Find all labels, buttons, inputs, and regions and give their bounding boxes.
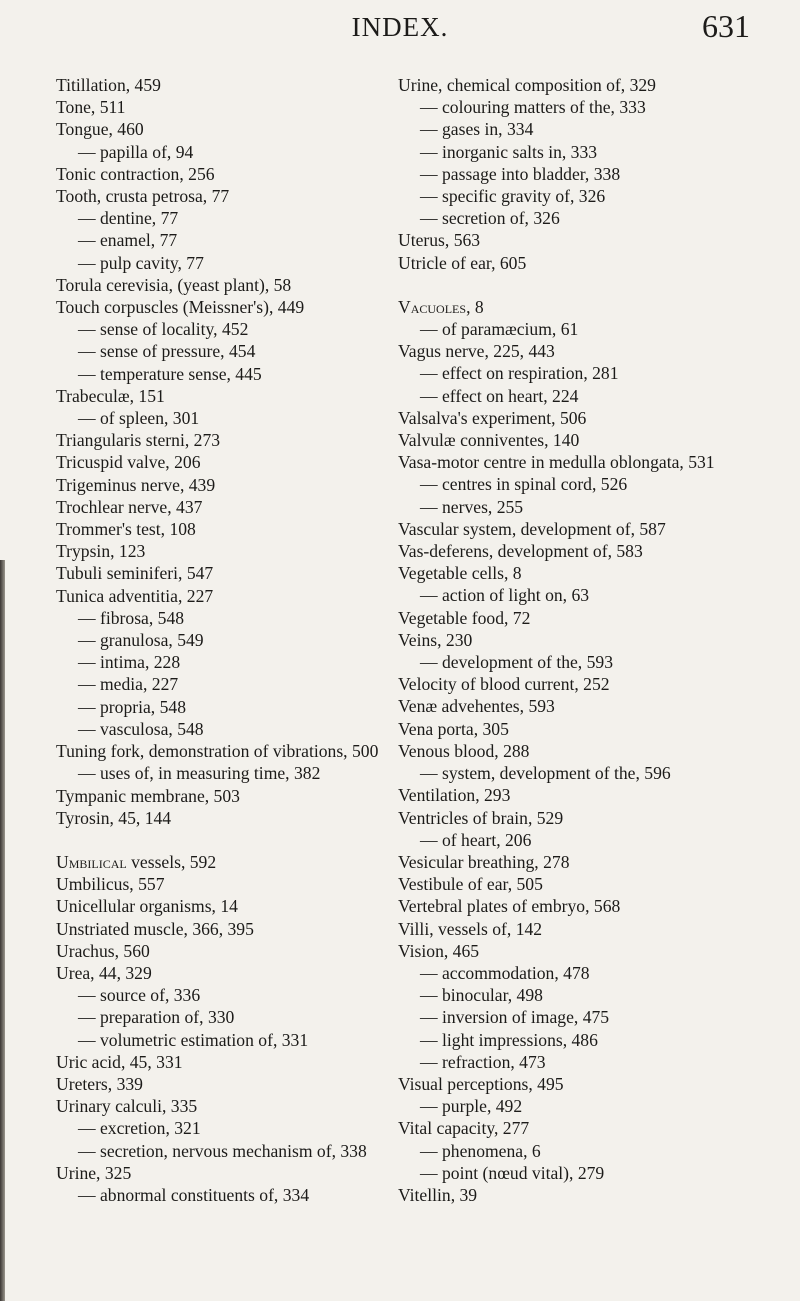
index-subentry: — effect on heart, 224	[420, 385, 579, 406]
index-entry: Trigeminus nerve, 439	[56, 474, 216, 495]
index-subentry: — media, 227	[78, 674, 179, 695]
index-subentry: — vasculosa, 548	[78, 718, 204, 739]
index-subentry: — accommodation, 478	[420, 962, 590, 983]
index-entry: Tunica adventitia, 227	[56, 585, 214, 606]
index-entry: Vestibule of ear, 505	[398, 874, 543, 895]
index-subentry: — sense of locality, 452	[78, 319, 249, 340]
index-subentry: — secretion of, 326	[420, 208, 560, 229]
index-subentry: — sense of pressure, 454	[78, 341, 256, 362]
index-entry: Ventricles of brain, 529	[398, 807, 564, 828]
index-entry: Umbilicus, 557	[56, 874, 165, 895]
index-subentry: — of paramæcium, 61	[420, 319, 579, 340]
index-entry: Tricuspid valve, 206	[56, 452, 201, 473]
index-entry: Tympanic membrane, 503	[56, 785, 240, 806]
index-entry: Trypsin, 123	[56, 541, 146, 562]
index-subentry: — volumetric estimation of, 331	[78, 1029, 309, 1050]
index-subentry: — excretion, 321	[78, 1118, 201, 1139]
index-subentry: — secretion, nervous mechanism of, 338	[78, 1140, 367, 1161]
index-subentry: — centres in spinal cord, 526	[420, 474, 628, 495]
index-subentry: — fibrosa, 548	[78, 607, 185, 628]
index-entry: Valsalva's experiment, 506	[398, 407, 587, 428]
index-entry: Venæ advehentes, 593	[398, 696, 555, 717]
index-entry: Tone, 511	[56, 97, 126, 118]
index-subentry: — inversion of image, 475	[420, 1007, 610, 1028]
index-subentry: — propria, 548	[78, 696, 186, 717]
index-entry: Urinary calculi, 335	[56, 1096, 198, 1117]
index-subentry: — dentine, 77	[78, 208, 179, 229]
index-entry: Umbilical vessels, 592	[56, 851, 217, 872]
index-entry: Titillation, 459	[56, 75, 161, 95]
index-subentry: — passage into bladder, 338	[420, 163, 621, 184]
index-entry: Touch corpuscles (Meissner's), 449	[56, 297, 305, 318]
index-subentry: — inorganic salts in, 333	[420, 141, 598, 162]
index-subentry: — specific gravity of, 326	[420, 186, 606, 207]
index-subentry: — effect on respiration, 281	[420, 363, 619, 384]
index-subentry: — gases in, 334	[420, 119, 534, 140]
index-subentry: — temperature sense, 445	[78, 363, 262, 384]
index-entry: Trommer's test, 108	[56, 519, 196, 540]
index-subentry: — purple, 492	[420, 1096, 523, 1117]
index-entry: Vertebral plates of embryo, 568	[398, 896, 621, 917]
index-entry: Urine, chemical composition of, 329	[398, 75, 656, 95]
section-gap	[398, 274, 754, 296]
index-subentry: — colouring matters of the, 333	[420, 97, 646, 118]
index-entry: Vacuoles, 8	[398, 296, 484, 317]
index-entry: Trabeculæ, 151	[56, 385, 165, 406]
index-entry: Veins, 230	[398, 629, 473, 650]
index-column-right	[398, 74, 754, 1206]
index-entry: Tyrosin, 45, 144	[56, 807, 172, 828]
index-subentry: — light impressions, 486	[420, 1029, 598, 1050]
index-entry: Trochlear nerve, 437	[56, 496, 203, 517]
index-entry: Tongue, 460	[56, 119, 144, 140]
index-subentry: — enamel, 77	[78, 230, 178, 251]
index-subentry: — of spleen, 301	[78, 408, 200, 429]
index-subentry: — preparation of, 330	[78, 1007, 235, 1028]
index-subentry: — uses of, in measuring time, 382	[78, 763, 321, 784]
index-subentry: — granulosa, 549	[78, 630, 204, 651]
index-entry: Vasa-motor centre in medulla oblongata, 531	[398, 452, 715, 473]
index-entry: Ureters, 339	[56, 1073, 143, 1094]
index-subentry: — pulp cavity, 77	[78, 252, 204, 273]
index-subentry: — refraction, 473	[420, 1051, 546, 1072]
index-entry: Vitellin, 39	[398, 1184, 478, 1205]
index-entry: Tuning fork, demonstration of vibrations, 500	[56, 741, 379, 762]
index-entry: Torula cerevisia, (yeast plant), 58	[56, 274, 292, 295]
index-entry: Tubuli seminiferi, 547	[56, 563, 214, 584]
index-subentry: — point (nœud vital), 279	[420, 1162, 605, 1183]
section-gap	[56, 829, 386, 851]
index-entry: Unicellular organisms, 14	[56, 896, 238, 917]
index-entry: Vena porta, 305	[398, 718, 509, 739]
index-subentry: — action of light on, 63	[420, 585, 590, 606]
index-entry: Vagus nerve, 225, 443	[398, 341, 555, 362]
index-entry: Vision, 465	[398, 940, 480, 961]
index-subentry: — papilla of, 94	[78, 141, 194, 162]
index-entry: Villi, vessels of, 142	[398, 918, 543, 939]
index-entry: Unstriated muscle, 366, 395	[56, 918, 254, 939]
index-entry: Vegetable cells, 8	[398, 563, 522, 584]
page-edge-shadow	[0, 560, 5, 1301]
index-subentry: — abnormal constituents of, 334	[78, 1184, 310, 1205]
index-entry: Urea, 44, 329	[56, 962, 152, 983]
index-entry: Urine, 325	[56, 1162, 132, 1183]
index-subentry: — nerves, 255	[420, 496, 524, 517]
index-subentry: — of heart, 206	[420, 829, 532, 850]
index-entry: Visual perceptions, 495	[398, 1073, 564, 1094]
index-subentry: — phenomena, 6	[420, 1140, 541, 1161]
index-subentry: — intima, 228	[78, 652, 181, 673]
index-entry: Venous blood, 288	[398, 740, 530, 761]
index-entry: Uterus, 563	[398, 230, 481, 251]
index-entry: Vesicular breathing, 278	[398, 851, 570, 872]
index-subentry: — binocular, 498	[420, 985, 543, 1006]
index-subentry: — system, development of the, 596	[420, 763, 671, 784]
index-entry: Velocity of blood current, 252	[398, 674, 610, 695]
page-header	[0, 8, 800, 48]
index-column-left	[56, 74, 386, 1206]
index-entry: Valvulæ conniventes, 140	[398, 430, 580, 451]
index-entry: Vascular system, development of, 587	[398, 518, 666, 539]
index-entry: Vegetable food, 72	[398, 607, 531, 628]
index-entry: Utricle of ear, 605	[398, 252, 527, 273]
index-entry: Vital capacity, 277	[398, 1118, 530, 1139]
index-entry: Tonic contraction, 256	[56, 163, 215, 184]
index-entry: Urachus, 560	[56, 940, 150, 961]
page-title: INDEX.	[351, 12, 449, 42]
page-number: 631	[702, 8, 750, 44]
index-subentry: — source of, 336	[78, 985, 201, 1006]
index-entry: Uric acid, 45, 331	[56, 1051, 183, 1072]
index-entry: Triangularis sterni, 273	[56, 430, 221, 451]
index-subentry: — development of the, 593	[420, 652, 613, 673]
index-entry: Ventilation, 293	[398, 785, 511, 806]
index-entry: Tooth, crusta petrosa, 77	[56, 186, 230, 207]
index-entry: Vas-deferens, development of, 583	[398, 541, 643, 562]
